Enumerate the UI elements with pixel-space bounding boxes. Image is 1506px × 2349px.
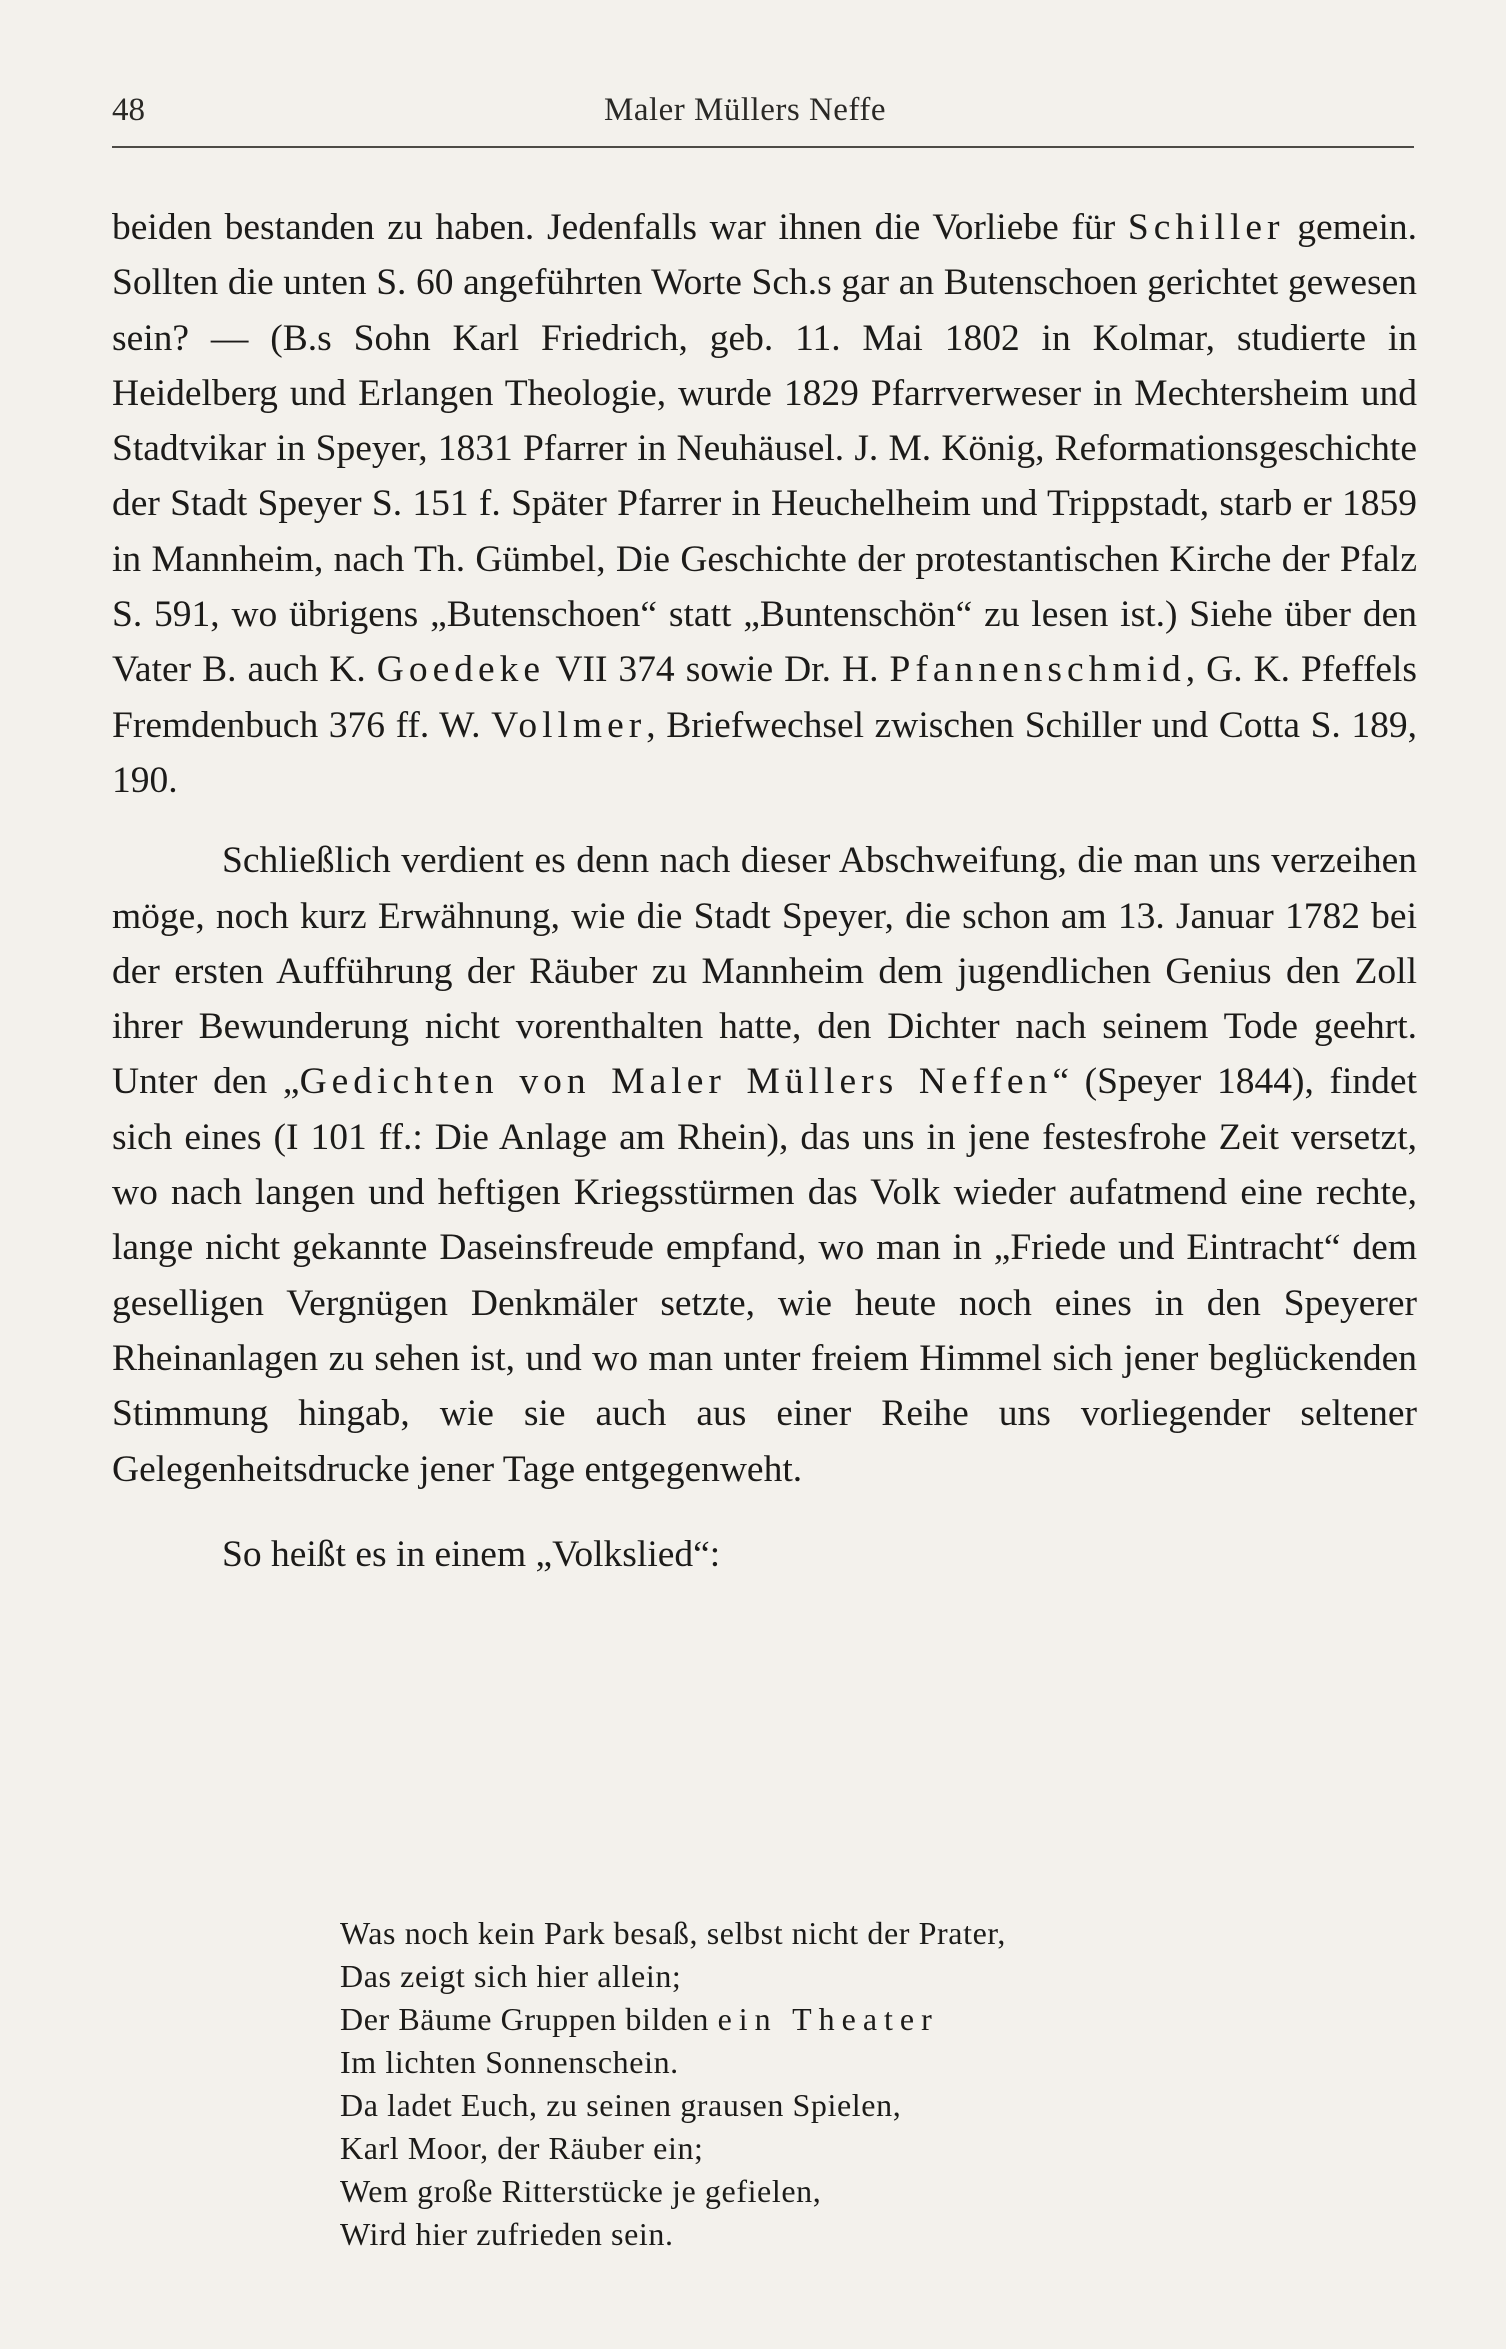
running-title: Maler Müllers Neffe bbox=[604, 92, 886, 128]
poem-spaced-text: ein Theater bbox=[717, 2001, 939, 2037]
paragraph-speyer bbox=[112, 833, 1417, 1497]
paragraph-footnote-continuation bbox=[112, 200, 1417, 808]
spaced-name-vollmer: Vollmer bbox=[491, 704, 647, 746]
page-number: 48 bbox=[112, 92, 145, 128]
text-segment: , G. K. Pfeffels Fremdenbuch 376 ff. W. bbox=[112, 649, 1417, 746]
spaced-name-goedeke: Goedeke bbox=[376, 649, 546, 691]
spaced-name-pfannenschmid: Pfannenschmid bbox=[889, 649, 1186, 691]
poem-line: Was noch kein Park besaß, selbst nicht der Prater, bbox=[340, 1915, 1006, 1951]
poem-volkslied bbox=[340, 1912, 1340, 2256]
text-segment: Schließlich verdient es denn nach dieser Abschweifung, die man uns verzeihen möge, noch kurz Erwähnung, wie die Stadt Speyer, die schon am 13. Januar 1782 bei der ersten Aufführung der Räuber zu Mannheim dem jugendlichen Genius den Zoll ihrer Bewunderung nicht vorenthalten hatte, den Dichter nach seinem Tode geehrt. Unter den „ bbox=[112, 840, 1417, 1103]
poem-line: Das zeigt sich hier allein; bbox=[340, 1958, 682, 1994]
poem-line bbox=[340, 1998, 1340, 2041]
poem-line-text: Der Bäume Gruppen bilden bbox=[340, 2001, 718, 2037]
spaced-name-schiller: Schiller bbox=[1127, 207, 1285, 248]
page-header bbox=[112, 92, 1412, 136]
poem-line: Wird hier zufrieden sein. bbox=[340, 2216, 674, 2252]
poem-line: Wem große Ritterstücke je gefielen, bbox=[340, 2173, 822, 2209]
text-segment: beiden bestanden zu haben. Jedenfalls war ihnen die Vorliebe für bbox=[112, 207, 1128, 248]
spaced-book-title: Gedichten von Maler Müllers Neffen bbox=[299, 1061, 1053, 1103]
poem-line: Im lichten Sonnenschein. bbox=[340, 2044, 679, 2080]
header-rule bbox=[112, 146, 1414, 148]
text-segment: , Briefwechsel zwischen Schiller und Cotta S. 189, 190. bbox=[112, 704, 1417, 801]
text-segment: “ (Speyer 1844), findet sich eines (I 101 ff.: Die Anlage am Rhein), das uns in jene festesfrohe Zeit versetzt, wo nach langen und heftigen Kriegsstürmen das Volk wieder aufatmend eine rechte, lange nicht gekannte Daseinsfreude empfand, wo man in „Friede und Eintracht“ dem geselligen Vergnügen Denkmäler setzte, wie heute noch eines in den Speyerer Rheinanlagen zu sehen ist, und wo man unter freiem Himmel sich jener beglückenden Stimmung hingab, wie sie auch aus einer Reihe uns vorliegender seltener Gelegenheitsdrucke jener Tage entgegenweht. bbox=[112, 1061, 1417, 1490]
poem-line: Da ladet Euch, zu seinen grausen Spielen, bbox=[340, 2087, 902, 2123]
paragraph-volkslied-intro bbox=[112, 1527, 1417, 1582]
text-segment: VII 374 sowie Dr. H. bbox=[545, 649, 890, 691]
text-segment: So heißt es in einem „Volkslied“: bbox=[222, 1533, 721, 1575]
poem-line: Karl Moor, der Räuber ein; bbox=[340, 2130, 704, 2166]
body-text bbox=[112, 200, 1417, 1582]
text-segment: gemein. Sollten die unten S. 60 angeführten Worte Sch.s gar an Butenschoen gerichtet gewesen sein? — (B.s Sohn Karl Friedrich, geb. 11. Mai 1802 in Kolmar, studierte in Heidelberg und Erlangen Theologie, wurde 1829 Pfarrverweser in Mechtersheim und Stadtvikar in Speyer, 1831 Pfarrer in Neuhäusel. J. M. König, Reformationsgeschichte der Stadt Speyer S. 151 f. Später Pfarrer in Heuchelheim und Trippstadt, starb er 1859 in Mannheim, nach Th. Gümbel, Die Geschichte der protestantischen Kirche der Pfalz S. 591, wo übrigens „Butenschoen“ statt „Buntenschön“ zu lesen ist.) Siehe über den Vater B. auch K. bbox=[112, 207, 1417, 691]
